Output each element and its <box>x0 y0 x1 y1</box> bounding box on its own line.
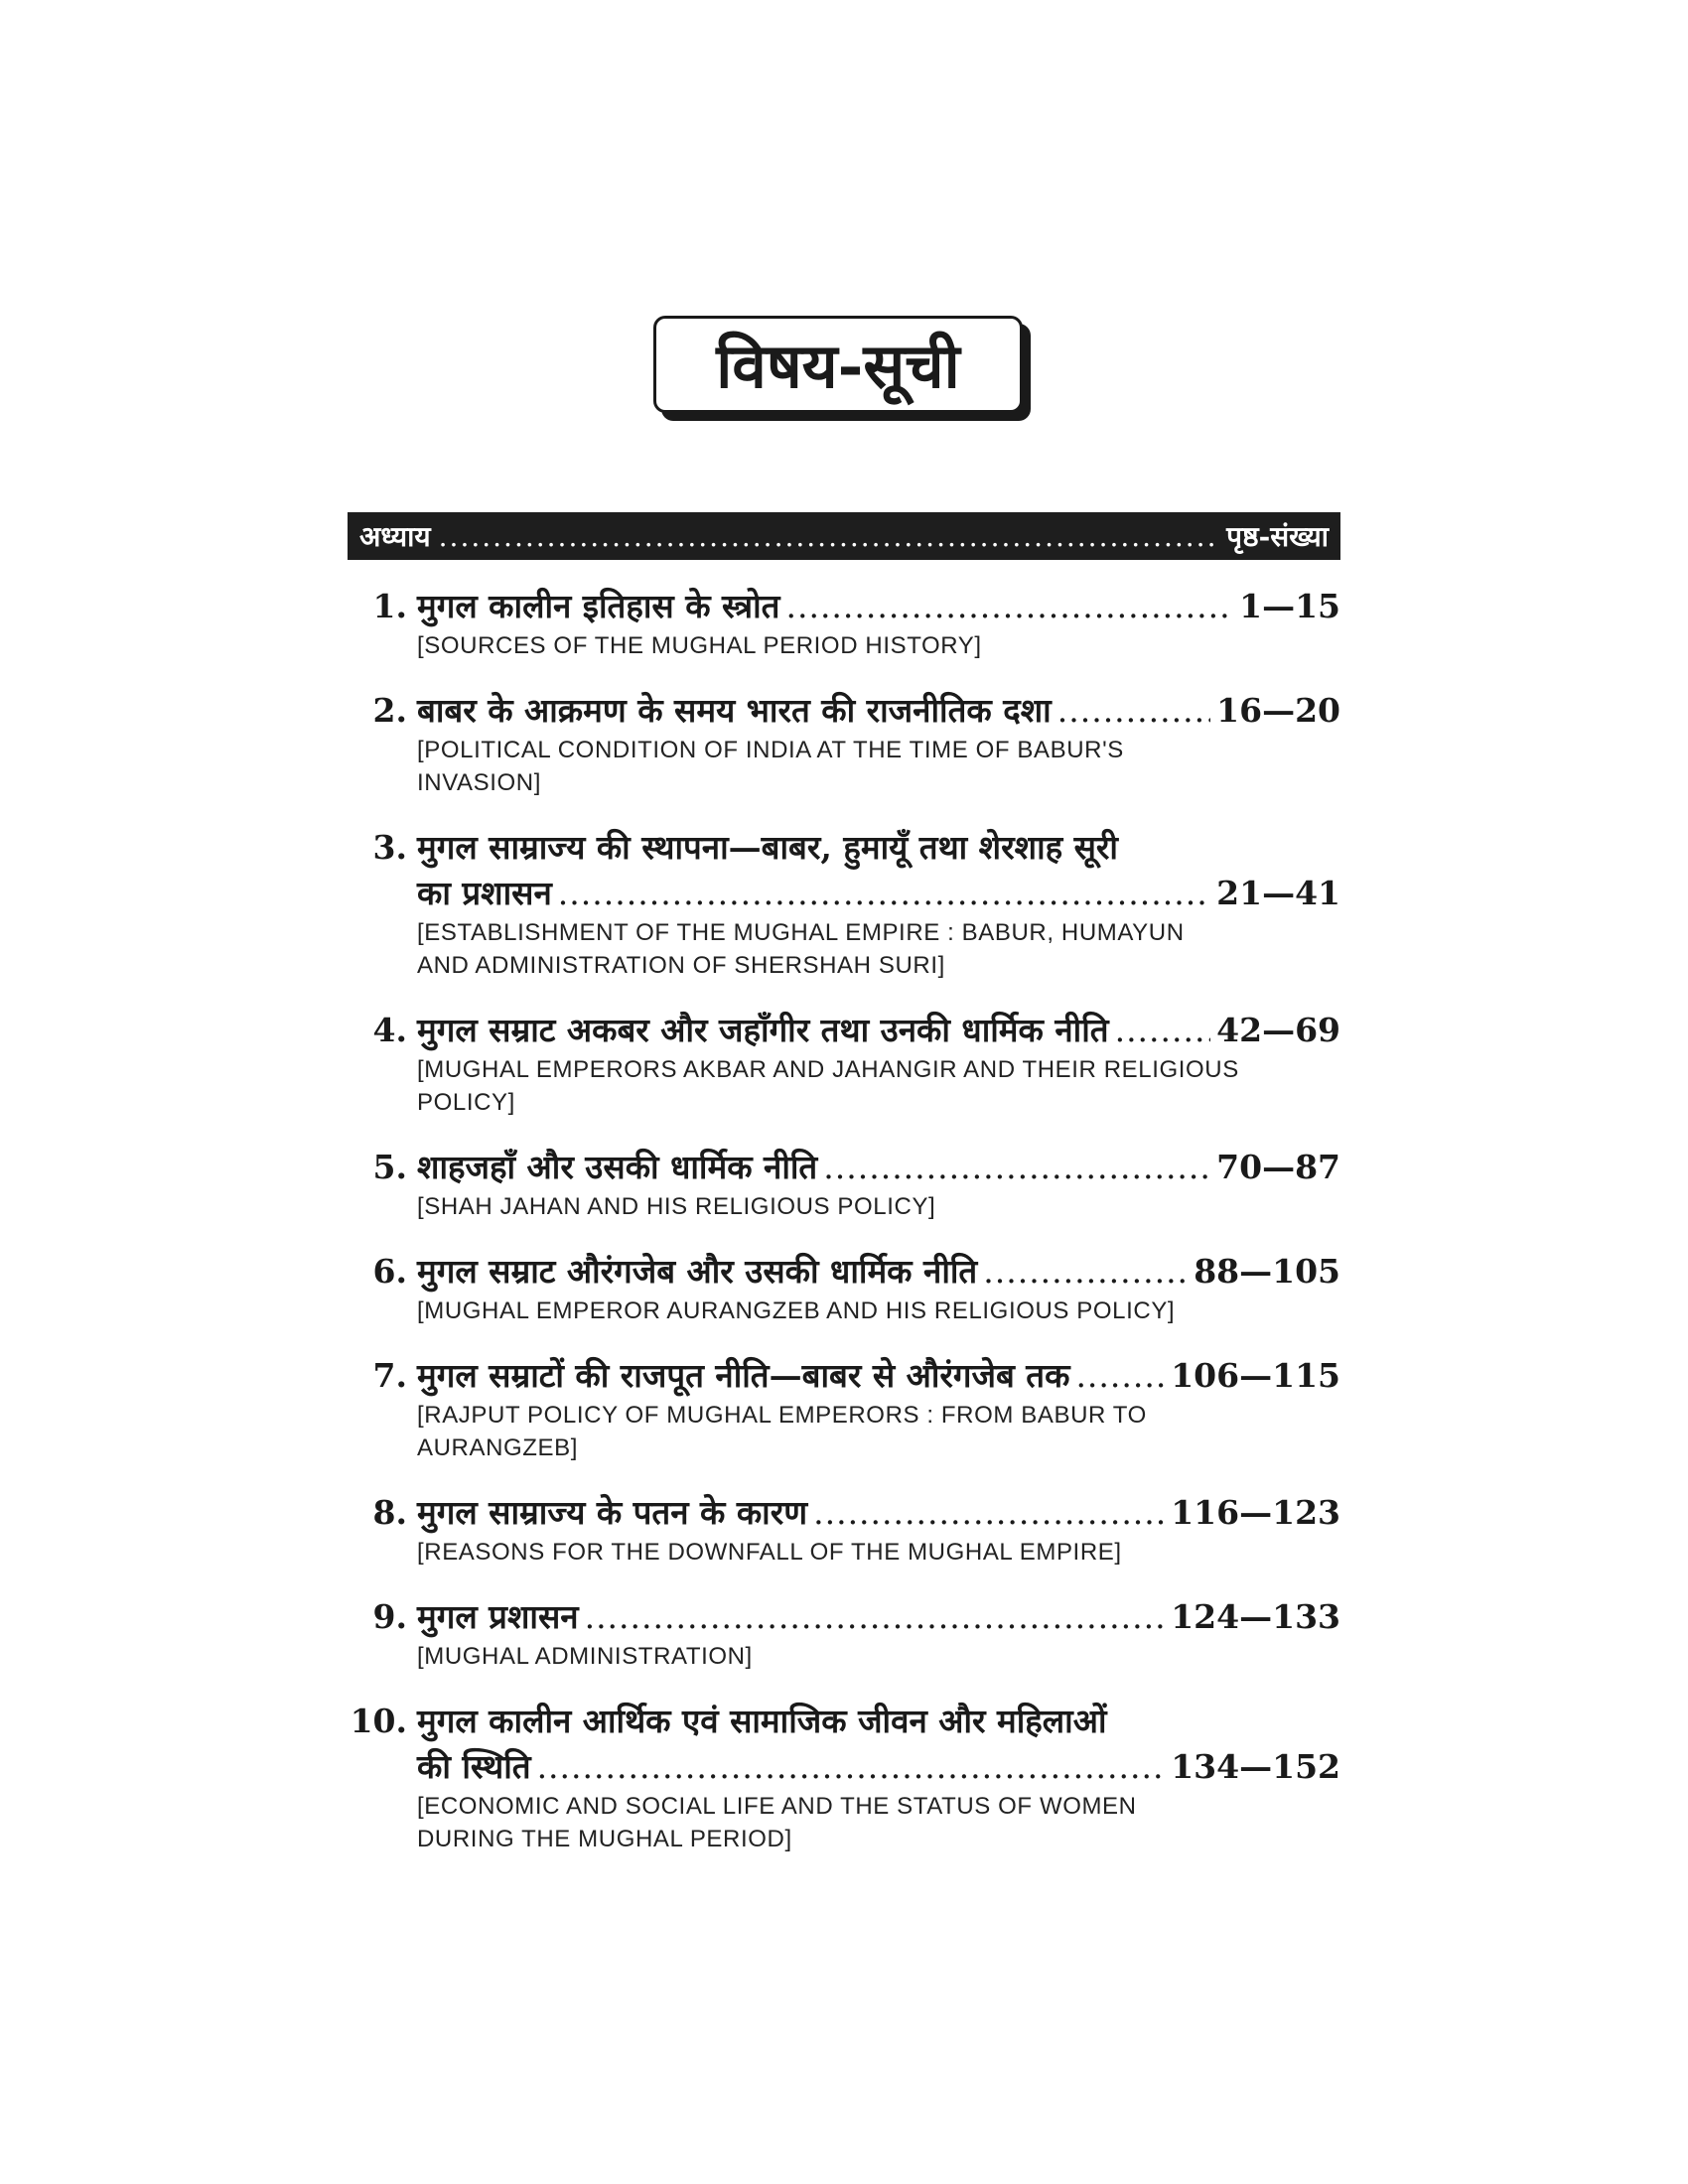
toc-header-bar <box>348 512 1340 560</box>
chapter-english-title: [POLITICAL CONDITION OF INDIA AT THE TIME OF BABUR'S INVASION] <box>417 737 1124 796</box>
chapter-english-title: [MUGHAL EMPEROR AURANGZEB AND HIS RELIGIOUS POLICY] <box>417 1297 1176 1324</box>
chapter-title: मुगल साम्राज्य के पतन के कारण <box>417 1493 808 1532</box>
header-chapter-label: अध्याय <box>359 520 431 553</box>
toc-entry-4[interactable] <box>348 1008 1340 1119</box>
page-range: 88—105 <box>1194 1252 1340 1291</box>
chapter-title: मुगल सम्राट अकबर और जहाँगीर तथा उनकी धार्मिक नीति <box>417 1011 1109 1049</box>
toc-entry-6[interactable] <box>348 1249 1340 1327</box>
dot-leader <box>983 1249 1188 1295</box>
toc-entry-7[interactable] <box>348 1353 1340 1464</box>
page-range: 106—115 <box>1171 1356 1340 1395</box>
dot-leader <box>813 1490 1165 1536</box>
page-range: 21—41 <box>1216 874 1340 912</box>
chapter-title-line-1: मुगल कालीन आर्थिक एवं सामाजिक जीवन और महिलाओं <box>417 1702 1107 1740</box>
page-range: 16—20 <box>1216 691 1340 730</box>
chapter-number: 9. <box>372 1597 407 1636</box>
chapter-title: मुगल प्रशासन <box>417 1597 579 1636</box>
dot-leader <box>585 1594 1166 1640</box>
dot-leader <box>1115 1008 1211 1053</box>
chapter-number: 7. <box>372 1356 407 1395</box>
dot-leader <box>558 871 1210 916</box>
page-range: 134—152 <box>1171 1747 1340 1786</box>
page-range: 70—87 <box>1216 1148 1340 1186</box>
page-range: 116—123 <box>1171 1493 1340 1532</box>
page-range: 1—15 <box>1239 587 1340 625</box>
chapter-english-title: [ESTABLISHMENT OF THE MUGHAL EMPIRE : BABUR, HUMAYUN AND ADMINISTRATION OF SHERSHAH SURI] <box>417 919 1185 979</box>
title-box <box>653 316 1023 413</box>
toc-entry-3[interactable] <box>348 825 1340 982</box>
chapter-english-title: [SHAH JAHAN AND HIS RELIGIOUS POLICY] <box>417 1193 936 1220</box>
chapter-number: 3. <box>372 828 407 867</box>
chapter-title: का प्रशासन <box>417 874 552 912</box>
toc-entry-2[interactable] <box>348 688 1340 799</box>
chapter-title-line-1: मुगल साम्राज्य की स्थापना—बाबर, हुमायूँ तथा शेरशाह सूरी <box>417 828 1118 867</box>
header-page-label: पृष्ठ-संख्या <box>1226 520 1329 553</box>
chapter-number: 10. <box>350 1702 407 1740</box>
dot-leader <box>823 1145 1210 1190</box>
chapter-english-title: [REASONS FOR THE DOWNFALL OF THE MUGHAL EMPIRE] <box>417 1539 1122 1566</box>
dot-leader <box>1057 688 1210 734</box>
page-range: 42—69 <box>1216 1011 1340 1049</box>
page-title: विषय-सूची <box>716 330 960 402</box>
chapter-number: 5. <box>372 1148 407 1186</box>
dot-leader <box>785 584 1233 629</box>
table-of-contents <box>348 584 1340 1881</box>
chapter-number: 8. <box>372 1493 407 1532</box>
title-frame <box>653 316 1031 421</box>
chapter-title: मुगल कालीन इतिहास के स्त्रोत <box>417 587 780 625</box>
toc-entry-10[interactable] <box>348 1699 1340 1855</box>
toc-entry-8[interactable] <box>348 1490 1340 1569</box>
chapter-number: 6. <box>372 1252 407 1291</box>
dot-leader <box>537 1744 1166 1790</box>
chapter-number: 1. <box>372 587 407 625</box>
toc-entry-5[interactable] <box>348 1145 1340 1223</box>
chapter-number: 2. <box>372 691 407 730</box>
chapter-english-title: [MUGHAL EMPERORS AKBAR AND JAHANGIR AND THEIR RELIGIOUS POLICY] <box>417 1056 1239 1116</box>
chapter-number: 4. <box>372 1011 407 1049</box>
chapter-title: शाहजहाँ और उसकी धार्मिक नीति <box>417 1148 818 1186</box>
chapter-english-title: [RAJPUT POLICY OF MUGHAL EMPERORS : FROM BABUR TO AURANGZEB] <box>417 1402 1147 1461</box>
chapter-title: मुगल सम्राट औरंगजेब और उसकी धार्मिक नीति <box>417 1252 978 1291</box>
chapter-english-title: [SOURCES OF THE MUGHAL PERIOD HISTORY] <box>417 632 982 659</box>
dot-leader <box>1075 1353 1165 1399</box>
toc-entry-1[interactable] <box>348 584 1340 662</box>
page-range: 124—133 <box>1171 1597 1340 1636</box>
chapter-english-title: [MUGHAL ADMINISTRATION] <box>417 1643 753 1670</box>
chapter-english-title: [ECONOMIC AND SOCIAL LIFE AND THE STATUS OF WOMEN DURING THE MUGHAL PERIOD] <box>417 1793 1137 1852</box>
header-dot-leader <box>439 520 1219 553</box>
chapter-title: की स्थिति <box>417 1747 531 1786</box>
toc-entry-9[interactable] <box>348 1594 1340 1673</box>
chapter-title: बाबर के आक्रमण के समय भारत की राजनीतिक दशा <box>417 691 1052 730</box>
chapter-title: मुगल सम्राटों की राजपूत नीति—बाबर से औरंगजेब तक <box>417 1356 1070 1395</box>
